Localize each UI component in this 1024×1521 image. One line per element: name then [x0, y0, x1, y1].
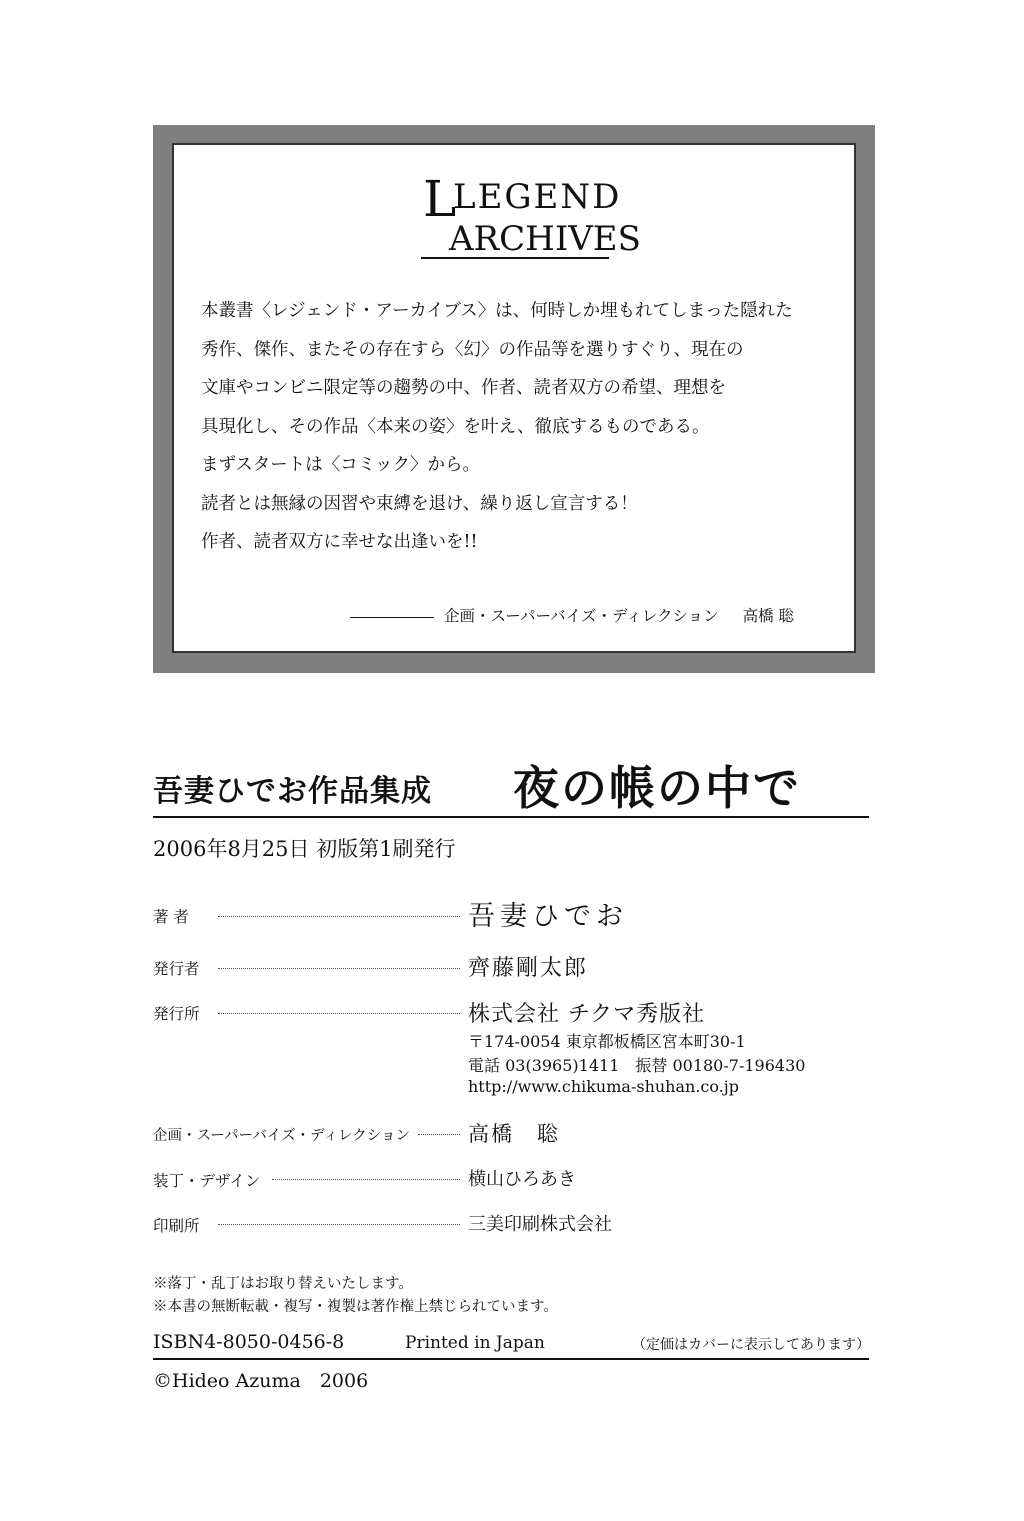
- publisher-name: 齊藤剛太郎: [468, 956, 589, 981]
- manifesto-line: 本叢書〈レジェンド・アーカイブス〉は、何時しか埋もれてしまった隠れた: [201, 301, 793, 321]
- manifesto-signature: [350, 604, 830, 626]
- design-name: 横山ひろあき: [468, 1169, 576, 1190]
- signature-name: 高橋 聡: [742, 607, 795, 625]
- printer-label: 印刷所: [153, 1217, 200, 1235]
- manifesto-line: 作者、読者双方に幸せな出逢いを!!: [201, 532, 478, 552]
- leader-dots: [218, 916, 460, 917]
- office-label: 発行所: [153, 1005, 200, 1023]
- isbn: ISBN4-8050-0456-8: [153, 1331, 345, 1353]
- office-name: 株式会社 チクマ秀版社: [468, 1002, 706, 1027]
- publisher-label: 発行者: [153, 960, 200, 978]
- manifesto-line: 秀作、傑作、またその存在すら〈幻〉の作品等を選りすぐり、現在の: [201, 339, 744, 360]
- signature-role: 企画・スーパーバイズ・ディレクション: [444, 607, 719, 625]
- leader-dots: [418, 1134, 460, 1135]
- footer-divider: [153, 1358, 869, 1360]
- author-name: 吾妻ひでお: [468, 901, 628, 932]
- manifesto-line: 文庫やコンビニ限定等の趨勢の中、作者、読者双方の希望、理想を: [201, 378, 726, 398]
- signature-dash: [350, 617, 434, 618]
- direction-label: 企画・スーパーバイズ・ディレクション: [153, 1128, 410, 1144]
- printer-name: 三美印刷株式会社: [468, 1214, 612, 1235]
- office-url: http://www.chikuma-shuhan.co.jp: [468, 1077, 740, 1096]
- logo-line-1: LEGEND: [453, 177, 622, 217]
- direction-name: 高橋 聡: [468, 1122, 560, 1146]
- note-copyright-restriction: ※本書の無断転載・複写・複製は著作権上禁じられています。: [153, 1299, 558, 1315]
- manifesto-line: まずスタートは〈コミック〉から。: [201, 455, 480, 475]
- office-address: 〒174-0054 東京都板橋区宮本町30-1: [468, 1032, 746, 1051]
- leader-dots: [218, 968, 460, 969]
- copyright: ©Hideo Azuma 2006: [153, 1370, 369, 1392]
- leader-dots: [272, 1179, 460, 1180]
- manifesto-text: [201, 298, 841, 568]
- title-divider: [153, 816, 869, 818]
- price-note: （定価はカバーに表示してあります）: [632, 1337, 870, 1353]
- publication-date: 2006年8月25日 初版第1刷発行: [153, 837, 456, 861]
- book-title: 夜の帳の中で: [513, 761, 801, 815]
- legend-archives-logo: [419, 170, 641, 260]
- logo-letter-l: L: [423, 170, 457, 228]
- series-title: 吾妻ひでお作品集成: [153, 774, 432, 809]
- logo-line-2: ARCHIVES: [449, 219, 641, 259]
- leader-dots: [218, 1013, 460, 1014]
- design-label: 装丁・デザイン: [153, 1172, 261, 1190]
- printed-in: Printed in Japan: [405, 1333, 545, 1353]
- office-phone: 電話 03(3965)1411 振替 00180-7-196430: [468, 1056, 806, 1075]
- leader-dots: [218, 1224, 460, 1225]
- manifesto-line: 読者とは無縁の因習や束縛を退け、繰り返し宣言する！: [201, 493, 638, 514]
- note-replacement: ※落丁・乱丁はお取り替えいたします。: [153, 1276, 413, 1292]
- manifesto-line: 具現化し、その作品〈本来の姿〉を叶え、徹底するものである。: [201, 416, 710, 437]
- author-label: 著 者: [153, 908, 189, 926]
